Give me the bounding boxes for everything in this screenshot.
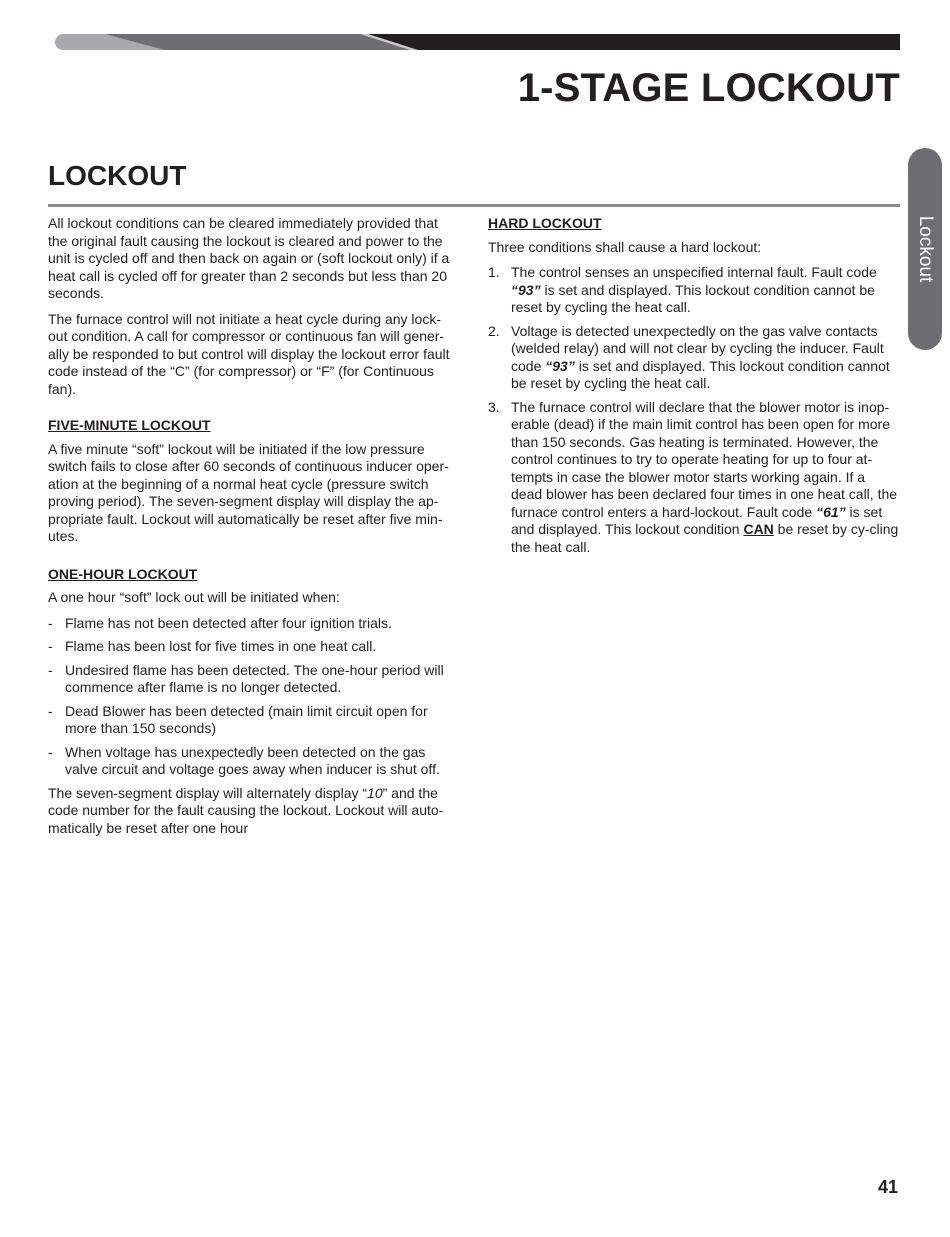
hard-lockout-conditions-list: [488, 264, 900, 556]
list-bullet: -: [48, 638, 53, 654]
list-item-text: Undesired flame has been detected. The one-hour period will commence after flame is no longer detected.: [65, 661, 444, 695]
hard-lockout-intro: Three conditions shall cause a hard lockout:: [488, 238, 762, 255]
intro-paragraph-2: The furnace control will not initiate a heat cycle during any lock-out condition. A call for compressor or continuous fan will gener-ally be responded to but control will display the lockout error fault code instead of the “C” (for compressor) or “F” (for Continuous fan).: [48, 310, 450, 397]
list-bullet: -: [48, 661, 53, 678]
fault-code-61: “61”: [816, 503, 846, 520]
fault-code-93: “93”: [545, 357, 575, 374]
section-divider: [48, 204, 900, 207]
right-column: [488, 215, 900, 562]
page-title: 1-STAGE LOCKOUT: [517, 66, 900, 110]
left-column: [48, 215, 458, 845]
list-item-text: Flame has been lost for five times in one heat call.: [65, 638, 377, 654]
list-item-text: Dead Blower has been detected (main limit circuit open for more than 150 seconds): [65, 702, 428, 736]
list-item: [488, 264, 900, 317]
list-item: [48, 703, 458, 738]
closing-text-end: ” and the code number for the fault causing the lockout. Lockout will auto-matically be reset after one hour: [48, 784, 444, 836]
page-number: 41: [877, 1177, 898, 1197]
list-item-text: Flame has not been detected after four ignition trials.: [65, 614, 392, 631]
list-item-text: The control senses an unspecified internal fault. Fault code: [511, 264, 877, 280]
header-decorative-bar: [55, 34, 900, 50]
list-item-text: is set and displayed. This lockout condition cannot be reset by cycling the heat call.: [511, 281, 875, 315]
fault-code-93: “93”: [511, 281, 541, 298]
list-item-text: be reset by cy-cling the heat call.: [511, 521, 899, 555]
list-item: [48, 744, 458, 779]
one-hour-closing-paragraph: [48, 785, 458, 838]
emphasis-can: CAN: [743, 521, 774, 537]
list-item-text: The furnace control will declare that the blower motor is inop-erable (dead) if the main limit control has been open for more than 150 seconds. Gas heating is terminated. However, the control continues to try to operate heating for up to four at-tempts in case the blower motor starts working again. If a dead blower has been declared four times in one heat call, the furnace control enters a hard-lockout. Fault code: [511, 398, 898, 520]
intro-paragraph-1: All lockout conditions can be cleared immediately provided that the original fault causing the lockout is cleared and power to the unit is cycled off and then back on again or (soft lockout only) if a heat call is cycled off for greater than 2 seconds but less than 20 seconds.: [48, 215, 450, 301]
list-bullet: -: [48, 614, 53, 631]
five-minute-lockout-heading: FIVE-MINUTE LOCKOUT: [48, 417, 211, 433]
side-tab[interactable]: [908, 148, 942, 350]
list-bullet: -: [48, 743, 53, 760]
list-item: [488, 323, 900, 393]
list-number: 3.: [488, 398, 500, 415]
list-item: [48, 615, 458, 633]
list-number: 1.: [488, 264, 500, 280]
one-hour-lockout-intro: A one hour “soft” lock out will be initiated when:: [48, 589, 340, 605]
list-item: [488, 399, 900, 557]
five-minute-lockout-text: A five minute “soft” lockout will be initiated if the low pressure switch fails to close after 60 seconds of continuous inducer oper-ation at the beginning of a normal heat cycle (pressure switch proving period). The seven-segment display will display the ap-propriate fault. Lockout will automatically be reset after five min-utes.: [48, 440, 449, 544]
section-title: LOCKOUT: [48, 160, 187, 191]
list-item-text: is set and displayed. This lockout condition: [511, 503, 883, 537]
side-tab-label: Lockout: [915, 215, 936, 283]
one-hour-lockout-heading: ONE-HOUR LOCKOUT: [48, 565, 198, 582]
one-hour-conditions-list: [48, 615, 458, 779]
list-bullet: -: [48, 702, 53, 719]
fault-code-10: 10: [367, 784, 383, 801]
hard-lockout-heading: HARD LOCKOUT: [488, 215, 602, 231]
list-item-text: is set and displayed. This lockout condition cannot be reset by cycling the heat call.: [511, 357, 890, 391]
list-item: [48, 662, 458, 697]
list-number: 2.: [488, 322, 500, 339]
list-item: [48, 638, 458, 656]
list-item-text: When voltage has unexpectedly been detected on the gas valve circuit and voltage goes away when inducer is shut off.: [65, 743, 440, 777]
list-item-text: Voltage is detected unexpectedly on the gas valve contacts (welded relay) and will not clear by cycling the inducer. Fault code: [511, 322, 884, 374]
closing-text-start: The seven-segment display will alternately display “: [48, 784, 368, 801]
